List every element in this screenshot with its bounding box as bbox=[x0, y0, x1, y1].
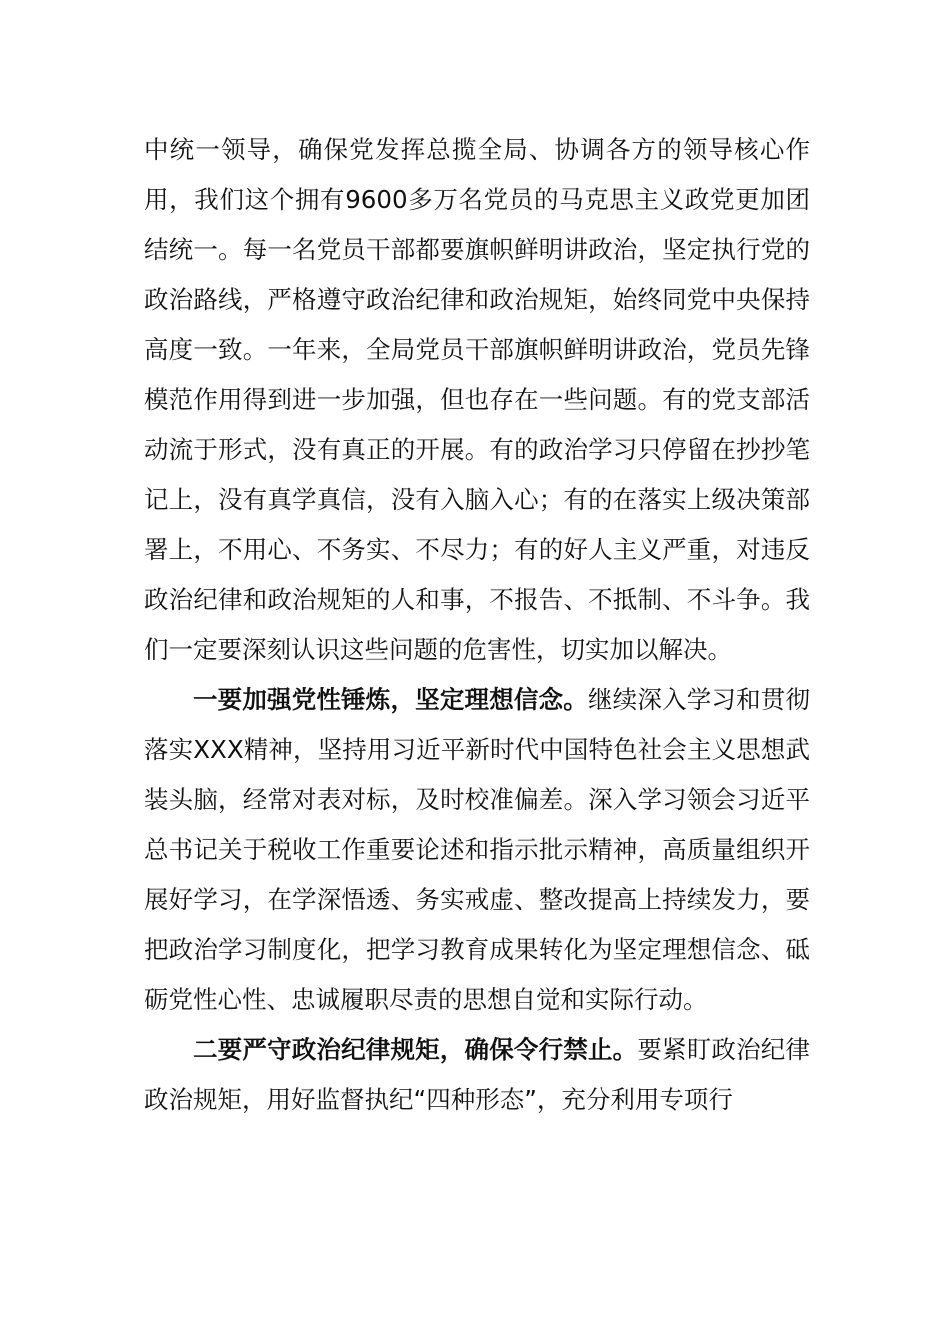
paragraph-political-discipline bbox=[144, 1025, 810, 1125]
paragraph-text: 中统一领导，确保党发挥总揽全局、协调各方的领导核心作用，我们这个拥有9600多万名党员的马克思主义政党更加团结统一。每一名党员干部都要旗帜鲜明讲政治，坚定执行党的政治路线，严格遵守政治纪律和政治规矩，始终同党中央保持高度一致。一年来，全局党员干部旗帜鲜明讲政治，党员先锋模范作用得到进一步加强，但也存在一些问题。有的党支部活动流于形式，没有真正的开展。有的政治学习只停留在抄抄笔记上，没有真学真信，没有入脑入心；有的在落实上级决策部署上，不用心、不务实、不尽力；有的好人主义严重，对违反政治纪律和政治规矩的人和事，不报告、不抵制、不斗争。我们一定要深刻认识这些问题的危害性，切实加以解决。 bbox=[144, 135, 810, 664]
paragraph-heading: 一要加强党性锤炼，坚定理想信念。 bbox=[193, 685, 588, 714]
paragraph-strengthen-party-spirit bbox=[144, 675, 810, 1025]
paragraph-text: 继续深入学习和贯彻落实XXX精神，坚持用习近平新时代中国特色社会主义思想武装头脑，经常对表对标，及时校准偏差。深入学习领会习近平总书记关于税收工作重要论述和指示批示精神，高质量组织开展好学习，在学深悟透、务实戒虚、整改提高上持续发力，要把政治学习制度化，把学习教育成果转化为坚定理想信念、砥砺党性心性、忠诚履职尽责的思想自觉和实际行动。 bbox=[144, 685, 810, 1014]
paragraph-text: 要紧盯政治纪律政治规矩，用好监督执纪“四种形态”，充分利用专项行 bbox=[144, 1035, 810, 1114]
paragraph-continuation bbox=[144, 125, 810, 675]
document-body bbox=[144, 125, 810, 1125]
paragraph-heading: 二要严守政治纪律规矩，确保令行禁止。 bbox=[193, 1035, 638, 1064]
